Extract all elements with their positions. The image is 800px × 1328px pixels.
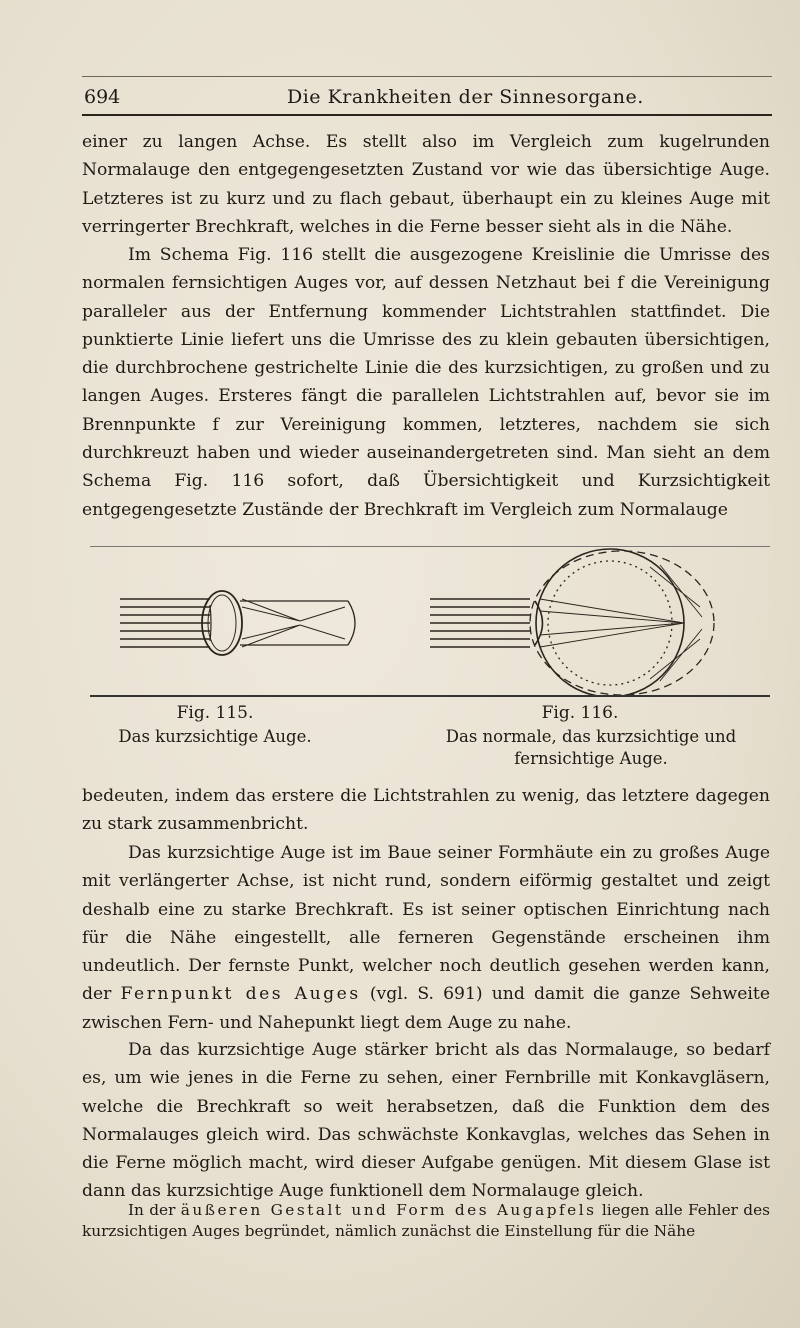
paragraph-3: bedeuten, indem das erstere die Lichtstrahlen zu wenig, das letztere dagegen zu stark zusammenbricht. [82,786,770,835]
figure-area [90,546,770,697]
augapfel-term: äußeren Gestalt und Form des Augapfels [180,1201,597,1219]
paragraph-1: einer zu langen Achse. Es stellt also im Vergleich zum kugelrunden Normalauge den entgegengesetzten Zustand vor wie das übersichtige Auge. Letzteres ist zu kurz und zu flach gebaut, überhaupt ein zu kleines Auge mit verringerter Brechkraft, welches in die Ferne besser sieht als in die Nähe. [82,132,770,237]
paragraph-5: Da das kurzsichtige Auge stärker bricht als das Normalauge, so bedarf es, um wie jenes in die Ferne zu sehen, einer Fernbrille mit Konkavgläsern, welche die Brechkraft so weit herabsetzen, daß die Funktion dem des Normalauges gleich wird. Das schwächste Konkavglas, welches das Sehen in die Ferne möglich macht, wird dieser Aufgabe genügen. Mit diesem Glase ist dann das kurzsichtige Auge funktionell dem Normalauge gleich. [82,1040,770,1202]
fig-116-label-wrap [510,702,650,724]
fernpunkt-term: Fernpunkt des Auges [120,984,361,1005]
paragraph-6-start: In der [128,1201,176,1219]
fig-115-label: Fig. 115. [176,703,254,723]
fig-116-caption-wrap [408,726,774,770]
paragraph-4-end: (vgl. S. 691) und damit die ganze Sehweite zwischen Fern- und Nahepunkt liegt dem Auge zu nahe. [82,984,771,1033]
fig-116-label: Fig. 116. [541,703,619,723]
paragraph-6-end: liegen alle Fehler des kurzsichtigen Auges begründet, nämlich zunächst die Einstellung für die Nähe [82,1201,770,1240]
paragraph-6 [82,1200,770,1242]
fig-115-caption: Das kurzsichtige Auge. [118,727,312,746]
paragraph-2: Im Schema Fig. 116 stellt die ausgezogene Kreislinie die Umrisse des normalen fernsichtigen Auges vor, auf dessen Netzhaut bei f die Vereinigung paralleler aus der Entfernung kommender Lichtstrahlen stattfindet. Die punktierte Linie liefert uns die Umrisse des zu klein gebauten übersichtigen, die durchbrochene gestrichelte Linie die des kurzsichtigen, zu großen und zu langen Auges. Ersteres fängt die parallelen Lichtstrahlen auf, bevor sie im Brennpunkte f zur Vereinigung kommen, letzteres, nachdem sie sich durchkreuzt haben und wieder auseinandergetreten sind. Man sieht an dem Schema Fig. 116 sofort, daß Übersichtigkeit und Kurzsichtigkeit entgegengesetzte Zustände der Brechkraft im Vergleich zum Normalauge [82,245,770,520]
eye-diagrams [90,547,770,695]
paragraph-4 [82,839,770,1037]
header-rule [82,76,772,77]
fig-115-diagram [120,591,355,655]
page-header [82,80,772,116]
running-head: Die Krankheiten der Sinnesorgane. [287,86,644,108]
page-number: 694 [84,86,121,108]
fig-115-label-wrap [150,702,280,724]
fig-116-caption: Das normale, das kurzsichtige und fernsichtige Auge. [445,727,737,768]
fig-115-caption-wrap [100,726,330,748]
paragraph-4-text: Das kurzsichtige Auge ist im Baue seiner Formhäute ein zu großes Auge mit verlängerter Achse, ist nicht rund, sondern eiförmig gestaltet und zeigt deshalb eine zu starke Brechkraft. Es ist seiner optischen Einrichtung nach für die Nähe eingestellt, alle ferneren Gegenstände erscheinen ihm undeutlich. Der fernste Punkt, welcher noch deutlich gesehen werden kann, der [82,843,770,1005]
fig-116-diagram [430,549,714,695]
